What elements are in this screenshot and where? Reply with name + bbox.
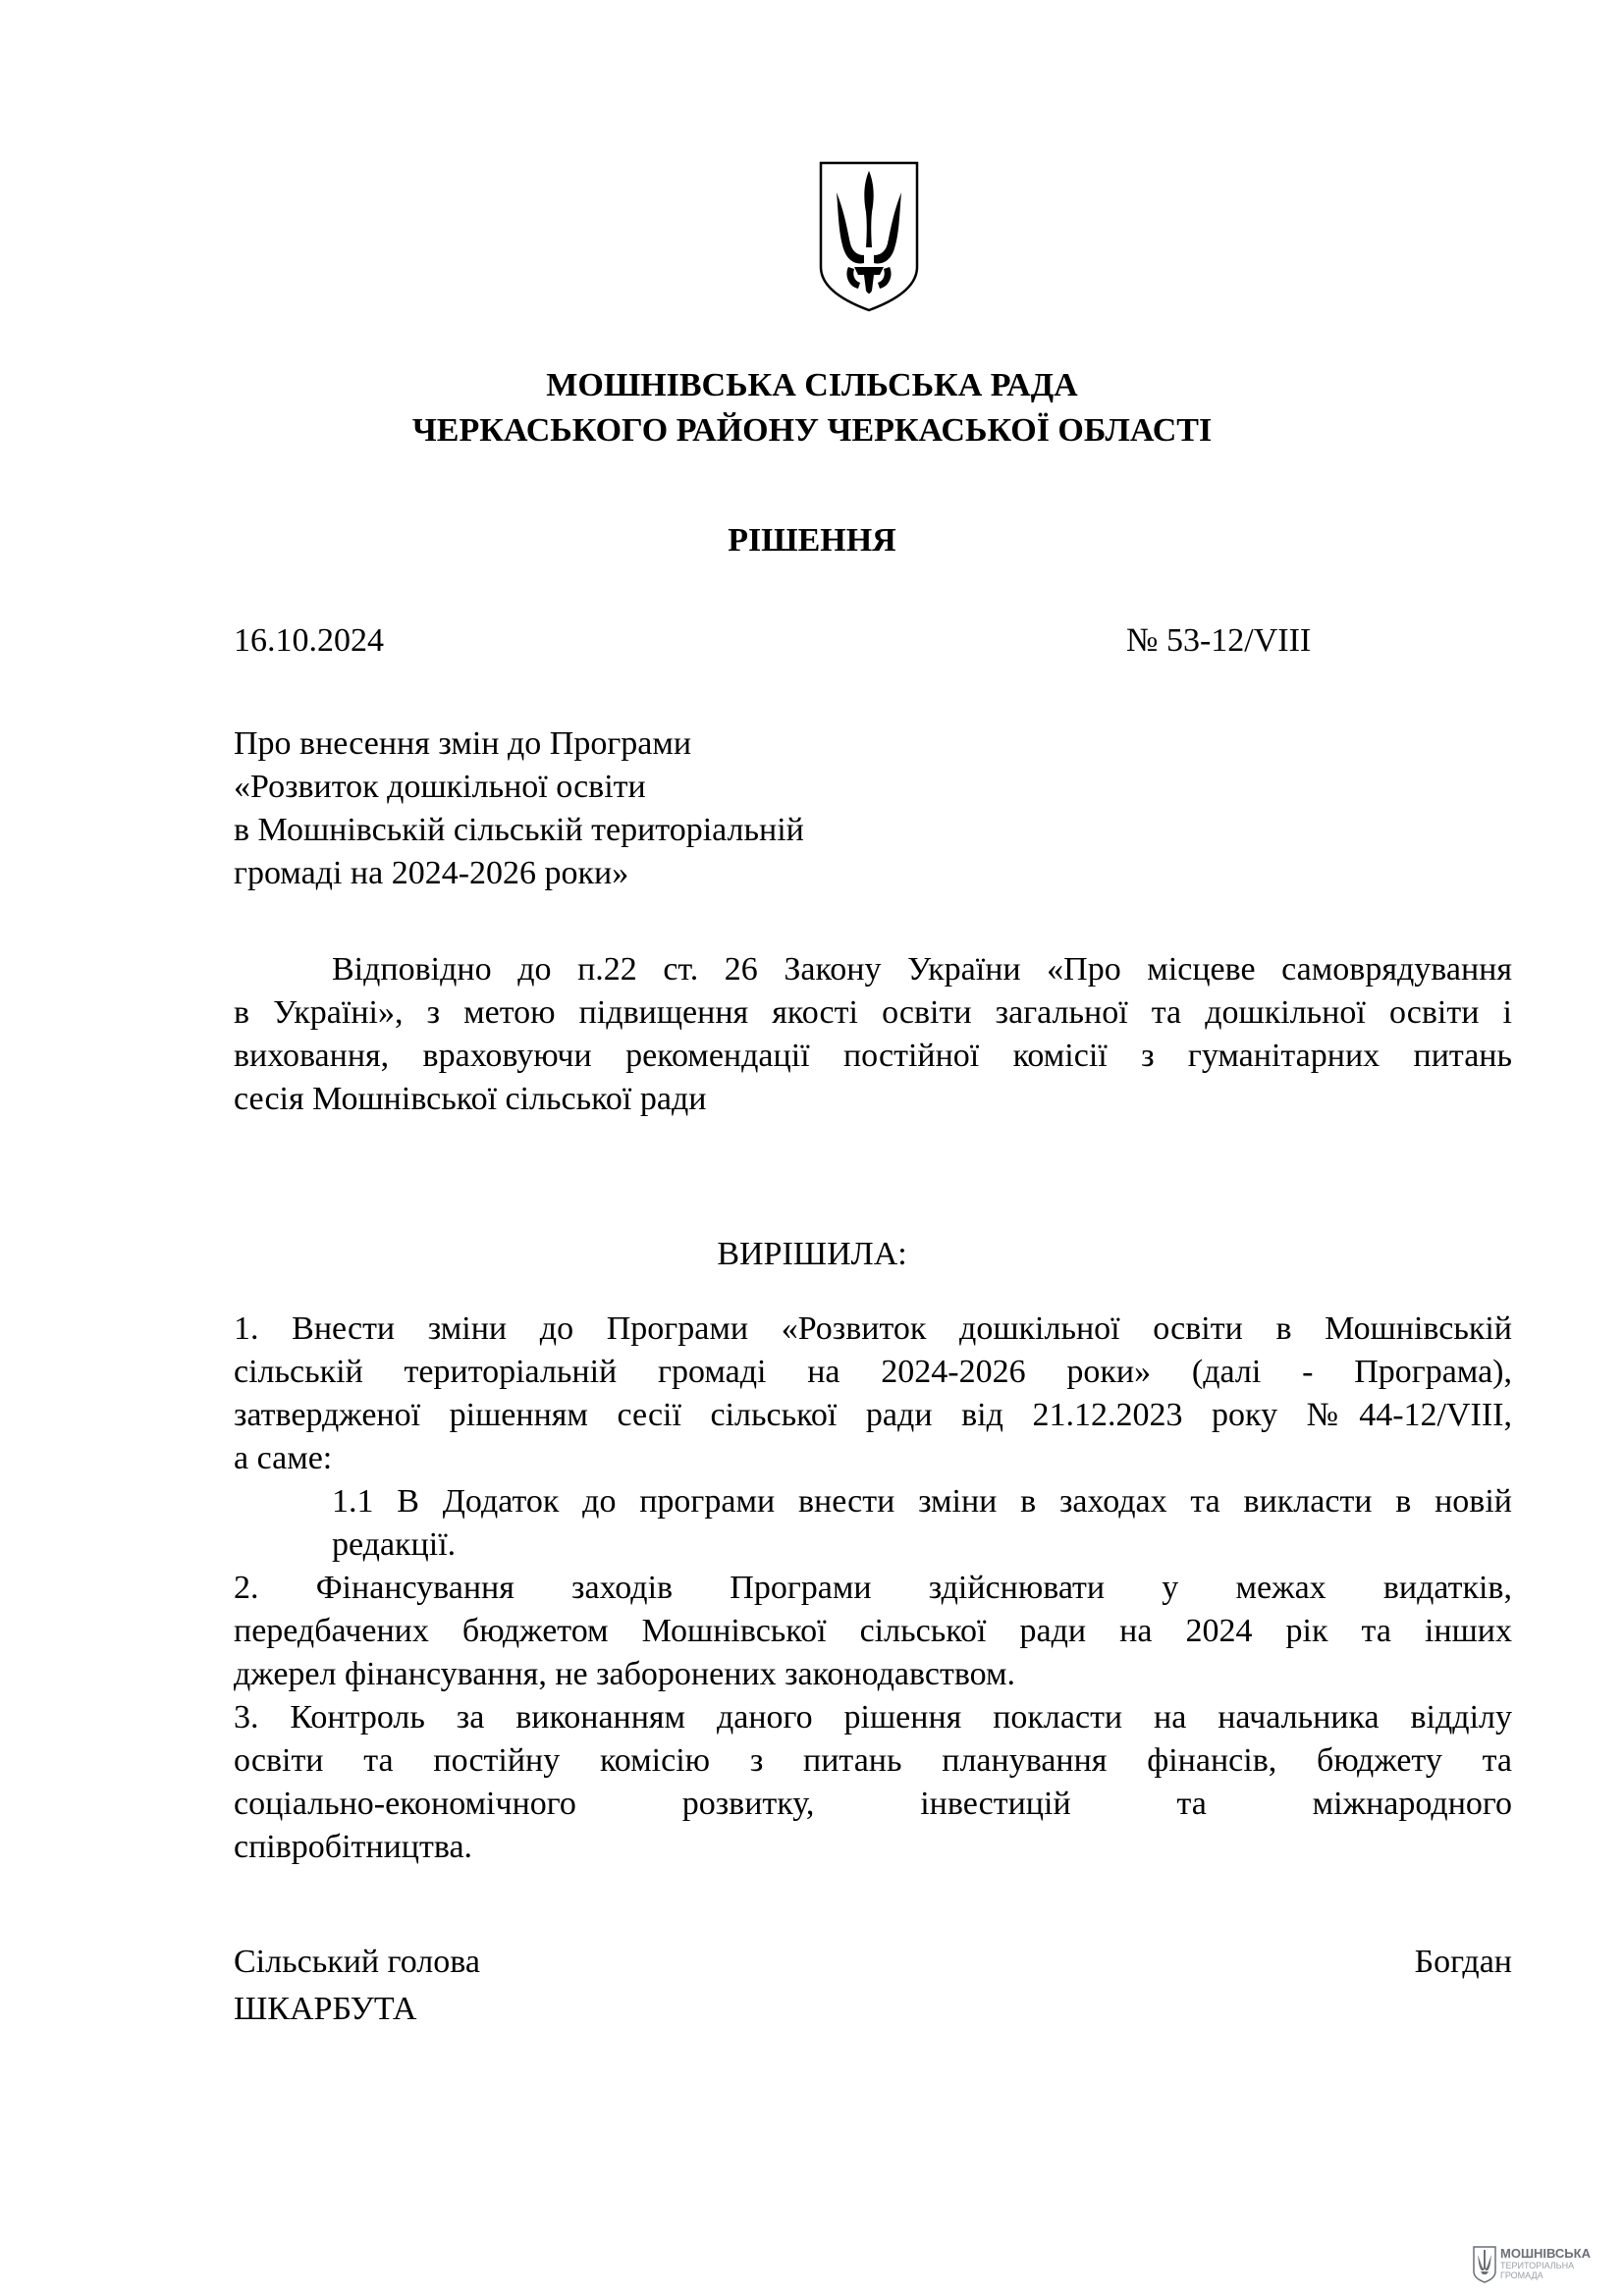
trident-coat-of-arms-icon bbox=[815, 157, 923, 314]
council-name-line1: МОШНІВСЬКА СІЛЬСЬКА РАДА bbox=[546, 367, 1078, 403]
item-1-line: затвердженої рішенням сесії сільської ради від 21.12.2023 року №44-12/VIII, bbox=[234, 1397, 1512, 1433]
council-name-line2: ЧЕРКАСЬКОГО РАЙОНУ ЧЕРКАСЬКОЇ ОБЛАСТІ bbox=[411, 412, 1213, 449]
item-3-line: 3. Контроль за виконанням даного рішення покласти на начальника відділу bbox=[234, 1699, 1512, 1735]
decision-items bbox=[234, 1308, 1512, 1869]
item-2-line: 2. Фінансування заходів Програми здійснювати у межах видатків, bbox=[234, 1570, 1512, 1606]
preamble-line: Відповідно до п.22 ст. 26 Закону України «Про місцеве самоврядування bbox=[332, 951, 1512, 988]
signatory-position: Сільський голова bbox=[234, 1944, 480, 1980]
item-2-line: передбачених бюджетом Мошнівської сільської ради на 2024 рік та інших bbox=[234, 1613, 1512, 1649]
item-1-line: сільській територіальній громаді на 2024-2026 роки» (далі - Програма), bbox=[234, 1354, 1512, 1390]
decision-subject bbox=[234, 722, 1019, 895]
decision-number: № 53-12/VIII bbox=[1126, 622, 1312, 659]
item-3-line: співробітництва. bbox=[234, 1829, 473, 1865]
preamble-line: сесія Мошнівської сільської ради bbox=[234, 1081, 707, 1117]
subject-line: Про внесення змін до Програми bbox=[234, 725, 692, 762]
logo-subtitle-line1: ТЕРИТОРІАЛЬНА bbox=[1500, 2261, 1575, 2270]
logo-name: МОШНІВСЬКА bbox=[1500, 2246, 1591, 2261]
resolved-heading: ВИРІШИЛА: bbox=[717, 1236, 907, 1272]
item-2-line: джерел фінансування, не заборонених законодавством. bbox=[234, 1656, 1016, 1692]
signatory-surname: ШКАРБУТА bbox=[234, 1991, 417, 2027]
item-3-line: соціально-економічного розвитку, інвестицій та міжнародного bbox=[234, 1786, 1512, 1822]
preamble-line: в Україні», з метою підвищення якості освіти загальної та дошкільної освіти і bbox=[234, 994, 1512, 1031]
subject-line: в Мошнівській сільській територіальній bbox=[234, 812, 804, 848]
logo-subtitle bbox=[1500, 2261, 1574, 2280]
item-3-line: освіти та постійну комісію з питань планування фінансів, бюджету та bbox=[234, 1742, 1512, 1779]
trident-logo-icon bbox=[1473, 2246, 1496, 2283]
subject-line: громаді на 2024-2026 роки» bbox=[234, 855, 629, 891]
council-name bbox=[0, 363, 1624, 454]
community-logo bbox=[1473, 2244, 1591, 2287]
preamble-line: виховання, враховуючи рекомендації постійної комісії з гуманітарних питань bbox=[234, 1038, 1512, 1074]
preamble-paragraph bbox=[234, 948, 1512, 1121]
item-1-1-line: редакції. bbox=[332, 1526, 457, 1563]
item-1-line: 1. Внести зміни до Програми «Розвиток дошкільної освіти в Мошнівській bbox=[234, 1310, 1512, 1347]
decision-date: 16.10.2024 bbox=[234, 622, 384, 659]
document-type-heading: РІШЕННЯ bbox=[728, 522, 896, 559]
item-1-line: а саме: bbox=[234, 1440, 333, 1476]
signature-block bbox=[234, 1939, 1512, 2033]
item-1-1-line: 1.1 В Додаток до програми внести зміни в заходах та викласти в новій bbox=[332, 1483, 1512, 1520]
subject-line: «Розвиток дошкільної освіти bbox=[234, 769, 646, 805]
logo-subtitle-line2: ГРОМАДА bbox=[1500, 2270, 1543, 2280]
signatory-first-name: Богдан bbox=[1414, 1944, 1512, 1980]
